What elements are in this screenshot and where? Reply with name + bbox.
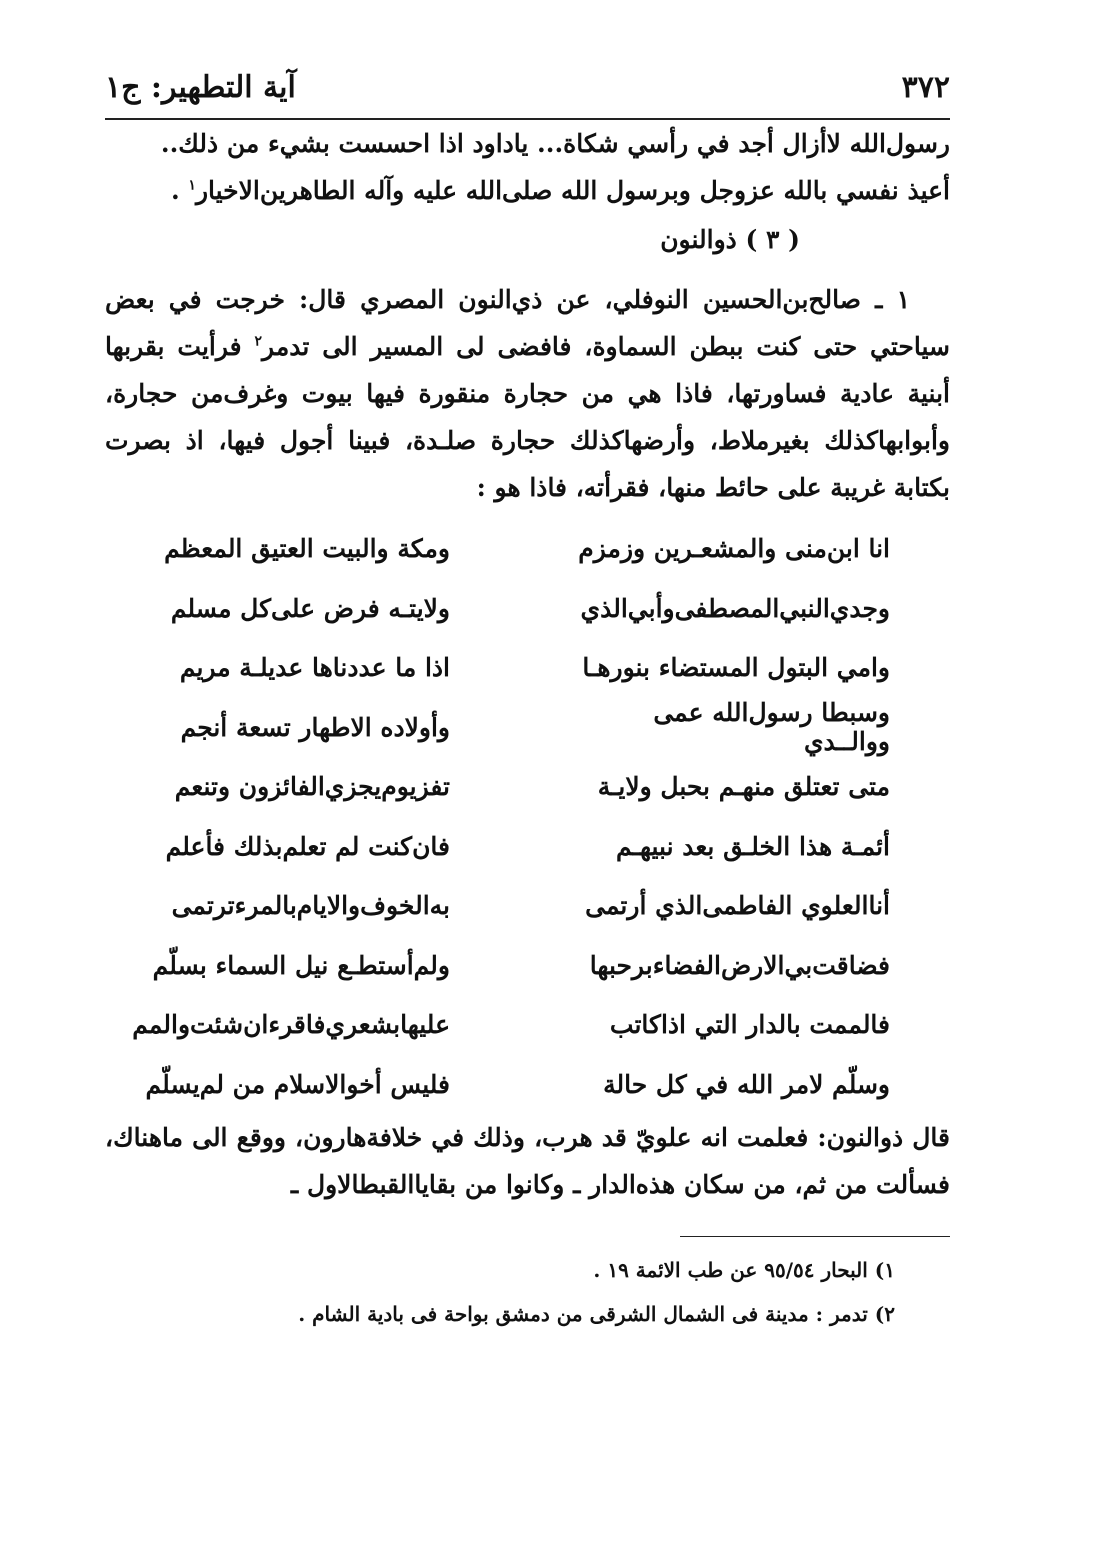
text-line-2-end: . [170, 176, 189, 205]
verse-second-hemistich: ولم‌أستطـع نيل السماء بسلّم [152, 950, 450, 980]
paragraph-1-part-b: فرأيت بقربها أبنية عادية فساورتها، فاذا هي من حجارة منقورة فيها بيوت وغرف‌من حجارة، وأبوابهاكذلك بغيرملاط، وأرضهاكذلك حجارة صلـدة، فبينا أجول فيها، اذ بصرت بكتابة غريبة على حائط منها، فقرأته، فاذا هو : [105, 332, 951, 502]
verse-first-hemistich: أناالعلوي الفاطمى‌الذي أرتمى [585, 891, 890, 921]
verse-first-hemistich: انا ابن‌منى والمشعـرين وزمزم [578, 534, 890, 564]
verse-second-hemistich: عليهابشعري‌فاقرءان‌شئت‌والمم [132, 1010, 450, 1040]
verse-second-hemistich: فليس أخوالاسلام من لم‌يسلّم [145, 1069, 450, 1099]
verse-second-hemistich: وأولاده الاطهار تسعة أنجم [180, 712, 450, 742]
section-heading: ( ٣ ) ذوالنون [660, 225, 800, 254]
verse-first-hemistich: فضاقت‌بي‌الارض‌الفضاء‌برحبها [589, 950, 890, 980]
closing-paragraph [105, 1114, 950, 1208]
footnotes [105, 1255, 950, 1329]
paragraph-1-part-a: ١ ـ صالح‌بن‌الحسين النوفلي، عن ذي‌النون المصري قال: خرجت في بعض سياحتي حتى كنت ببطن السماوة، فافضى لى المسير الى تدمر [105, 285, 950, 361]
verse-second-hemistich: ولايتـه فرض على‌كل مسلم [170, 593, 450, 623]
footnote-2: ٢) تدمر : مدينة فى الشمال الشرقى من دمشق بواحة فى بادية الشام . [298, 1302, 895, 1326]
verse-second-hemistich: فان‌كنت لم تعلم‌بذلك فأعلم [165, 831, 450, 861]
closing-text: قال ذوالنون: فعلمت انه علويّ قد هرب، وذلك في خلافةهارون، ووقع الى ماهناك، فسألت من ثم، من سكان هذه‌الدار ـ وكانوا من بقاياالقبطالاول ـ [105, 1123, 950, 1199]
poem-verse [105, 579, 950, 639]
poem-verse [105, 817, 950, 877]
verse-first-hemistich: أئمـة هذا الخلـق بعد نبيهـم [616, 831, 890, 861]
footnote-separator [680, 1236, 950, 1237]
verse-first-hemistich: وامي البتول المستضاء بنورهـا [582, 653, 890, 683]
running-header [105, 62, 950, 112]
verse-second-hemistich: به‌الخوف‌والايام‌بالمرء‌ترتمى [171, 891, 450, 921]
poem-verse [105, 698, 950, 758]
footnote-1: ١) البحار ٩٥/٥٤ عن طب الائمة ١٩ . [593, 1258, 895, 1282]
page-number: ٣٧٢ [901, 69, 950, 105]
poem-verse [105, 757, 950, 817]
verse-first-hemistich: وسلّم لامر الله في كل حالة [603, 1069, 890, 1099]
book-page [105, 62, 950, 1552]
main-text [105, 120, 950, 511]
verse-first-hemistich: وجدي‌النبي‌المصطفى‌وأبي‌الذي [580, 593, 890, 623]
poem-verse [105, 995, 950, 1055]
text-line-1: رسول‌الله لاأزال أجد في رأسي شكاة... ياداود اذا احسست بشيء من ذلك.. [160, 129, 950, 158]
poem-verse [105, 519, 950, 579]
paragraph-1 [105, 276, 950, 511]
poem-verse [105, 936, 950, 996]
text-line-2-body: أعيذ نفسي بالله عزوجل وبرسول الله صلى‌الله عليه وآله الطاهرين‌الاخيار [195, 176, 950, 205]
book-title: آية التطهير: ج١ [105, 69, 296, 105]
verse-first-hemistich: متى تعتلق منهـم بحبل ولايـة [597, 772, 890, 802]
verse-second-hemistich: ومكة والبيت العتيق المعظم [164, 534, 450, 564]
poem-verse [105, 876, 950, 936]
verse-second-hemistich: تفزيوم‌يجزي‌الفائزون وتنعم [174, 772, 450, 802]
verse-first-hemistich: فالممت بالدار التي اذاكاتب [609, 1010, 890, 1040]
poem [105, 519, 950, 1114]
footnote-ref-1[interactable]: ١ [188, 177, 196, 194]
verse-first-hemistich: وسبطا رسول‌الله عمى ووالــدي [653, 698, 890, 757]
poem-verse [105, 1055, 950, 1115]
poem-verse [105, 638, 950, 698]
footnote-ref-2[interactable]: ٢ [254, 333, 263, 350]
text-line-2 [105, 167, 950, 214]
verse-second-hemistich: اذا ما عددناها عديلـة مريم [179, 653, 450, 683]
